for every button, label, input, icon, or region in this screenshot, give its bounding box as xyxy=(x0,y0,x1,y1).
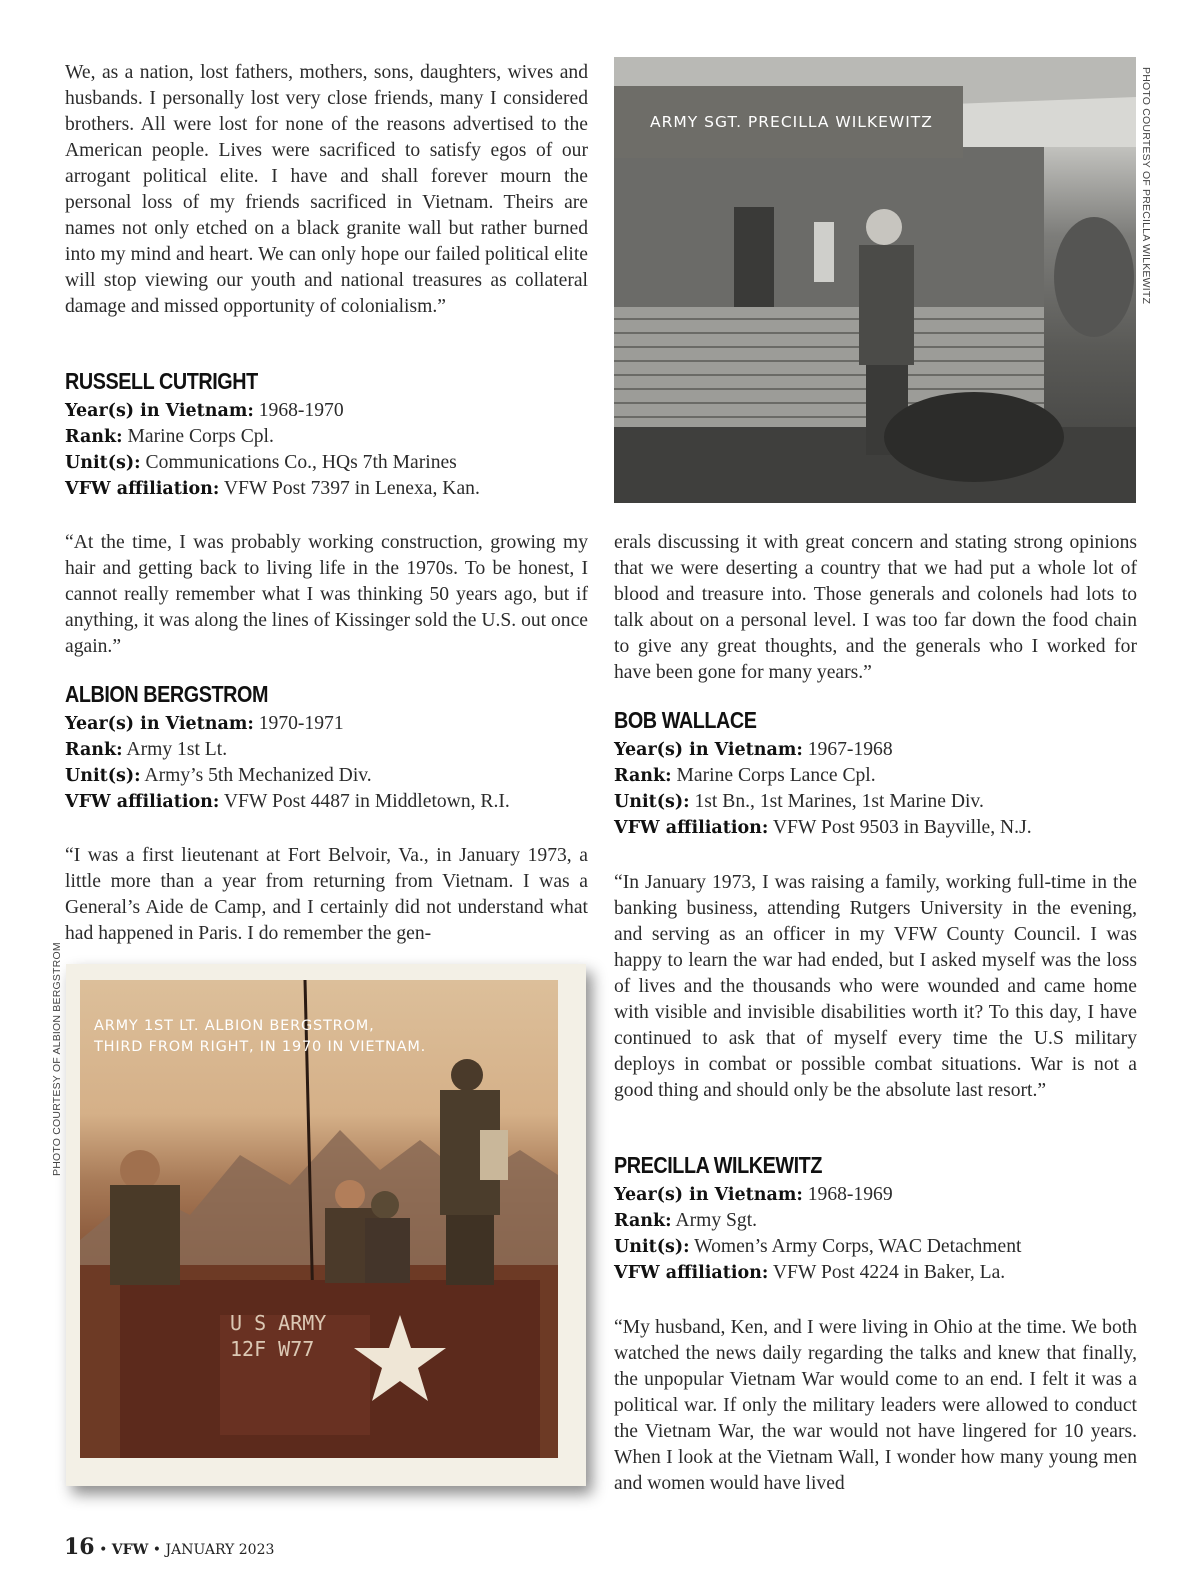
units-line: Unit(s): Women’s Army Corps, WAC Detachment xyxy=(614,1236,1022,1257)
vfw-line: VFW affiliation: VFW Post 9503 in Bayville, N.J. xyxy=(614,817,1032,838)
page-footer xyxy=(64,1534,274,1560)
bag xyxy=(480,1130,508,1180)
rank-line: Rank: Marine Corps Lance Cpl. xyxy=(614,765,876,786)
photo-caption-bergstrom: ARMY 1ST LT. ALBION BERGSTROM, THIRD FROM RIGHT, IN 1970 IN VIETNAM. xyxy=(94,1018,427,1055)
palm xyxy=(884,392,1064,482)
veteran-name-russell: RUSSELL CUTRIGHT xyxy=(65,368,258,394)
vfw-line: VFW affiliation: VFW Post 4224 in Baker, La. xyxy=(614,1262,1006,1283)
veteran-info-russell xyxy=(65,398,588,502)
soldier-head-1 xyxy=(120,1150,160,1190)
veteran-quote-precilla: “My husband, Ken, and I were living in Ohio at the time. We both watched the news daily regarding the talks and knew that finally, the unpopular Vietnam War would come to an end. I felt it was a political war. If only the military leaders were allowed to conduct the Vietnam War, the war would not have lingered for 10 years. When I look at the Vietnam Wall, I wonder how many young men and women would have lived xyxy=(614,1317,1137,1494)
units-line: Unit(s): Communications Co., HQs 7th Marines xyxy=(65,452,457,473)
soldier-head-3 xyxy=(371,1191,399,1219)
tree xyxy=(1054,217,1134,337)
years-line: Year(s) in Vietnam: 1967-1968 xyxy=(614,739,893,760)
photo-caption-wilkewitz: ARMY SGT. PRECILLA WILKEWITZ xyxy=(614,86,963,158)
photo-credit-bergstrom: PHOTO COURTESY OF ALBION BERGSTROM xyxy=(51,942,63,1176)
page-number: 16 xyxy=(64,1534,95,1560)
veteran-quote-bob: “In January 1973, I was raising a family, working full-time in the banking business, attending Rutgers University in the evening, and serving as an officer in my VFW County Council. I was happy to learn the war had ended, but I asked myself was the loss of lives and the thousands who were wounded and came home with visible and invisible disabilities worth it? To this day, I have continued to ask that of myself every time the U.S military deploys in combat or possible combat situations. War is not a good thing and should only be the absolute last resort.” xyxy=(614,872,1137,1101)
soldier-head-2 xyxy=(335,1180,365,1210)
veteran-info-bob xyxy=(614,737,1137,841)
veteran-name-bob: BOB WALLACE xyxy=(614,707,757,733)
veteran-quote-albion-continued: erals discussing it with great concern and stating strong opinions that we were deserting a country that we had put a whole lot of blood and treasure into. Those generals and colonels had lots to talk about on a personal level. I was too far down the food chain to give any great thoughts, and the generals who I worked for have been gone for many years.” xyxy=(614,532,1137,683)
veteran-quote-albion: “I was a first lieutenant at Fort Belvoir, Va., in January 1973, a little more than a year from returning from Vietnam. I was a General’s Aide de Camp, and I certainly did not understand what had happened in Paris. I do remember the gen- xyxy=(65,845,588,944)
rank-line: Rank: Army Sgt. xyxy=(614,1210,758,1231)
door-2 xyxy=(814,222,834,282)
soldier-head-standing xyxy=(451,1059,483,1091)
rank-line: Rank: Army 1st Lt. xyxy=(65,739,228,760)
footer-separator-2: • xyxy=(152,1542,166,1558)
rank-line: Rank: Marine Corps Cpl. xyxy=(65,426,274,447)
soldier-legs-standing xyxy=(446,1215,494,1285)
veteran-info-albion xyxy=(65,711,588,815)
issue-date: JANUARY 2023 xyxy=(165,1542,275,1558)
vehicle-marking: U S ARMY 12F W77 xyxy=(230,1311,327,1361)
units-line: Unit(s): Army’s 5th Mechanized Div. xyxy=(65,765,372,786)
years-line: Year(s) in Vietnam: 1970-1971 xyxy=(65,713,344,734)
veteran-name-albion: ALBION BERGSTROM xyxy=(65,681,269,707)
woman-body xyxy=(859,245,914,365)
publication-name: VFW xyxy=(111,1542,149,1558)
footer-separator: • xyxy=(99,1542,112,1558)
vfw-line: VFW affiliation: VFW Post 4487 in Middletown, R.I. xyxy=(65,791,510,812)
soldier-body-1 xyxy=(110,1185,180,1285)
veteran-quote-russell: “At the time, I was probably working construction, growing my hair and getting back to living life in the 1970s. To be honest, I cannot really remember what I was thinking 50 years ago, but if anything, it was along the lines of Kissinger sold the U.S. out once again.” xyxy=(65,532,588,657)
vfw-line: VFW affiliation: VFW Post 7397 in Lenexa, Kan. xyxy=(65,478,480,499)
soldier-body-3 xyxy=(365,1218,410,1283)
photo-credit-wilkewitz: PHOTO COURTESY OF PRECILLA WILKEWITZ xyxy=(1140,67,1152,305)
woman-head xyxy=(866,209,902,245)
years-line: Year(s) in Vietnam: 1968-1969 xyxy=(614,1184,893,1205)
photo-bergstrom xyxy=(80,980,558,1458)
veteran-info-precilla xyxy=(614,1182,1137,1286)
intro-quote-end: We, as a nation, lost fathers, mothers, sons, daughters, wives and husbands. I personally lost very close friends, many I considered brothers. All were lost for none of the reasons advertised to the American people. Lives were sacrificed to satisfy egos of our arrogant political elite. I have and shall forever mourn the personal loss of my friends sacrificed in Vietnam. Theirs are names not only etched on a black granite wall but rather burned into my mind and heart. We can only hope our failed political elite will stop viewing our youth and national treasures as collateral damage and missed opportunity of colonialism.” xyxy=(65,62,588,317)
veteran-name-precilla: PRECILLA WILKEWITZ xyxy=(614,1152,822,1178)
years-line: Year(s) in Vietnam: 1968-1970 xyxy=(65,400,344,421)
units-line: Unit(s): 1st Bn., 1st Marines, 1st Marine Div. xyxy=(614,791,984,812)
